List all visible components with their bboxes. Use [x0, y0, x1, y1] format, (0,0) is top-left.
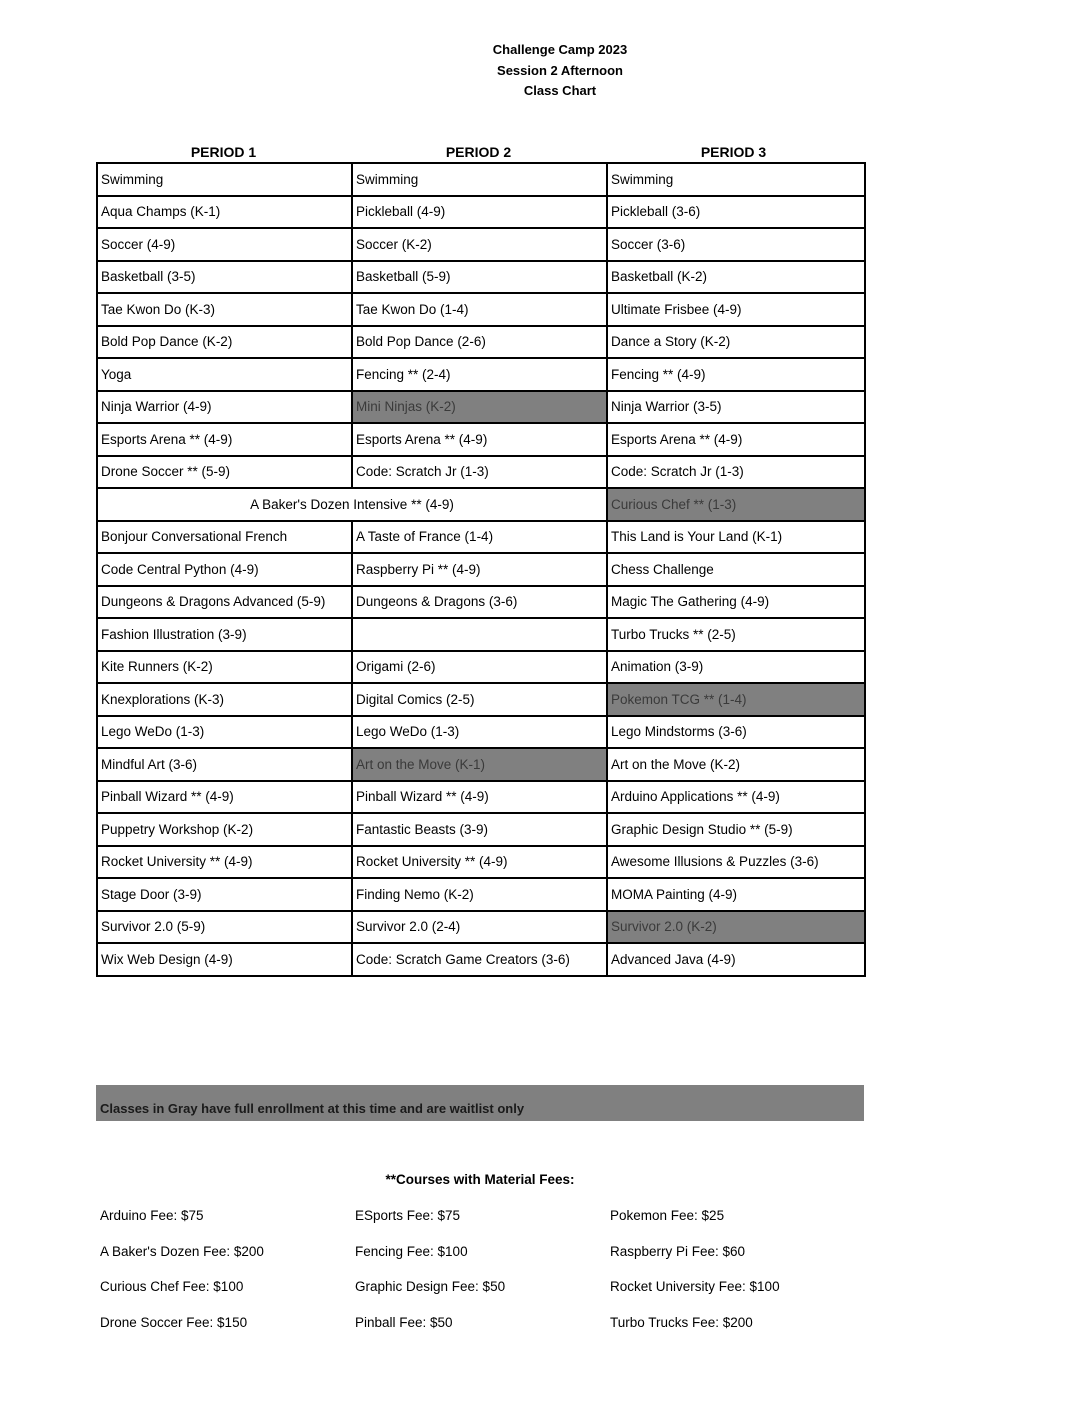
table-row — [97, 228, 865, 261]
class-cell: Dungeons & Dragons Advanced (5-9) — [97, 586, 352, 619]
table-row — [97, 521, 865, 554]
fee-item: Drone Soccer Fee: $150 — [100, 1314, 248, 1330]
class-cell: Origami (2-6) — [352, 651, 607, 684]
class-cell: Kite Runners (K-2) — [97, 651, 352, 684]
class-cell: Code Central Python (4-9) — [97, 553, 352, 586]
class-cell-full: Curious Chef ** (1-3) — [607, 488, 865, 521]
class-cell: Fantastic Beasts (3-9) — [352, 813, 607, 846]
class-cell: Basketball (3-5) — [97, 261, 352, 294]
table-row — [97, 716, 865, 749]
class-cell: Ninja Warrior (4-9) — [97, 391, 352, 424]
table-row — [97, 293, 865, 326]
class-cell: Ninja Warrior (3-5) — [607, 391, 865, 424]
table-row — [97, 813, 865, 846]
class-cell: A Taste of France (1-4) — [352, 521, 607, 554]
class-cell: Digital Comics (2-5) — [352, 683, 607, 716]
class-cell: Bonjour Conversational French — [97, 521, 352, 554]
class-cell: Lego WeDo (1-3) — [97, 716, 352, 749]
class-cell: Esports Arena ** (4-9) — [607, 423, 865, 456]
period-header: PERIOD 2 — [445, 144, 512, 160]
fee-item: Pokemon Fee: $25 — [610, 1208, 725, 1223]
class-chart-table — [96, 162, 866, 977]
class-cell: Magic The Gathering (4-9) — [607, 586, 865, 619]
table-row — [97, 423, 865, 456]
document-subtitle: Session 2 Afternoon — [497, 62, 623, 78]
class-cell: Fencing ** (4-9) — [607, 358, 865, 391]
table-row — [97, 683, 865, 716]
material-fees-list — [100, 1208, 860, 1350]
fee-item: Turbo Trucks Fee: $200 — [610, 1314, 753, 1330]
class-cell: Wix Web Design (4-9) — [97, 943, 352, 976]
class-cell: Pinball Wizard ** (4-9) — [352, 781, 607, 814]
class-cell: Turbo Trucks ** (2-5) — [607, 618, 865, 651]
table-row — [97, 553, 865, 586]
class-cell: Pickleball (4-9) — [352, 196, 607, 229]
class-cell: Survivor 2.0 (5-9) — [97, 911, 352, 944]
class-cell: Rocket University ** (4-9) — [97, 846, 352, 879]
fee-item: ESports Fee: $75 — [355, 1208, 461, 1223]
table-row — [97, 911, 865, 944]
class-cell: Esports Arena ** (4-9) — [352, 423, 607, 456]
class-cell: Survivor 2.0 (2-4) — [352, 911, 607, 944]
table-row — [97, 261, 865, 294]
class-cell: This Land is Your Land (K-1) — [607, 521, 865, 554]
class-cell — [352, 618, 607, 651]
class-cell: Code: Scratch Jr (1-3) — [352, 456, 607, 489]
class-cell: Swimming — [97, 163, 352, 196]
class-cell: Soccer (4-9) — [97, 228, 352, 261]
document-header — [0, 40, 1088, 102]
table-row — [97, 326, 865, 359]
class-cell: Raspberry Pi ** (4-9) — [352, 553, 607, 586]
class-cell: Art on the Move (K-2) — [607, 748, 865, 781]
class-cell: Code: Scratch Jr (1-3) — [607, 456, 865, 489]
table-row — [97, 748, 865, 781]
fee-item: Graphic Design Fee: $50 — [355, 1279, 506, 1294]
class-cell: Basketball (5-9) — [352, 261, 607, 294]
class-cell: Chess Challenge — [607, 553, 865, 586]
period-header: PERIOD 1 — [190, 144, 257, 160]
class-cell: Fashion Illustration (3-9) — [97, 618, 352, 651]
class-cell: Ultimate Frisbee (4-9) — [607, 293, 865, 326]
table-row — [97, 456, 865, 489]
class-cell: Mindful Art (3-6) — [97, 748, 352, 781]
class-cell: Finding Nemo (K-2) — [352, 878, 607, 911]
fee-item: Fencing Fee: $100 — [355, 1243, 468, 1259]
class-cell: Lego Mindstorms (3-6) — [607, 716, 865, 749]
class-cell: Graphic Design Studio ** (5-9) — [607, 813, 865, 846]
class-cell: MOMA Painting (4-9) — [607, 878, 865, 911]
class-cell: Fencing ** (2-4) — [352, 358, 607, 391]
class-cell: Swimming — [607, 163, 865, 196]
class-cell: Pinball Wizard ** (4-9) — [97, 781, 352, 814]
class-cell: Drone Soccer ** (5-9) — [97, 456, 352, 489]
table-row — [97, 781, 865, 814]
period-headers — [96, 144, 864, 162]
class-cell: Basketball (K-2) — [607, 261, 865, 294]
class-cell: Dungeons & Dragons (3-6) — [352, 586, 607, 619]
class-cell: Awesome Illusions & Puzzles (3-6) — [607, 846, 865, 879]
fee-item: Pinball Fee: $50 — [355, 1314, 453, 1330]
table-row — [97, 196, 865, 229]
class-cell: Swimming — [352, 163, 607, 196]
class-cell: Rocket University ** (4-9) — [352, 846, 607, 879]
class-cell: Stage Door (3-9) — [97, 878, 352, 911]
class-cell: Esports Arena ** (4-9) — [97, 423, 352, 456]
class-cell-full: Survivor 2.0 (K-2) — [607, 911, 865, 944]
class-cell-full: Pokemon TCG ** (1-4) — [607, 683, 865, 716]
class-chart-body — [97, 163, 865, 976]
waitlist-note: Classes in Gray have full enrollment at this time and are waitlist only — [96, 1085, 864, 1121]
class-cell: Puppetry Workshop (K-2) — [97, 813, 352, 846]
period-header: PERIOD 3 — [700, 144, 767, 160]
table-row — [97, 163, 865, 196]
document-title: Challenge Camp 2023 — [492, 42, 628, 57]
table-row — [97, 358, 865, 391]
class-cell: Lego WeDo (1-3) — [352, 716, 607, 749]
class-cell: Dance a Story (K-2) — [607, 326, 865, 359]
table-row — [97, 878, 865, 911]
class-cell: Soccer (3-6) — [607, 228, 865, 261]
class-cell: Bold Pop Dance (K-2) — [97, 326, 352, 359]
class-cell: Tae Kwon Do (1-4) — [352, 293, 607, 326]
class-cell-full: Mini Ninjas (K-2) — [352, 391, 607, 424]
class-cell: Soccer (K-2) — [352, 228, 607, 261]
class-cell: A Baker's Dozen Intensive ** (4-9) — [97, 488, 607, 521]
class-cell: Tae Kwon Do (K-3) — [97, 293, 352, 326]
class-cell: Arduino Applications ** (4-9) — [607, 781, 865, 814]
class-cell: Pickleball (3-6) — [607, 196, 865, 229]
class-cell-full: Art on the Move (K-1) — [352, 748, 607, 781]
fee-item: Curious Chef Fee: $100 — [100, 1279, 244, 1294]
table-row — [97, 651, 865, 684]
fee-item: A Baker's Dozen Fee: $200 — [100, 1243, 264, 1259]
table-row — [97, 586, 865, 619]
document-name: Class Chart — [523, 83, 597, 98]
fee-item: Rocket University Fee: $100 — [610, 1279, 780, 1294]
class-cell: Bold Pop Dance (2-6) — [352, 326, 607, 359]
table-row — [97, 391, 865, 424]
class-cell: Yoga — [97, 358, 352, 391]
table-row — [97, 846, 865, 879]
fee-item: Raspberry Pi Fee: $60 — [610, 1243, 746, 1259]
table-row — [97, 488, 865, 521]
class-cell: Code: Scratch Game Creators (3-6) — [352, 943, 607, 976]
table-row — [97, 618, 865, 651]
class-cell: Advanced Java (4-9) — [607, 943, 865, 976]
fee-item: Arduino Fee: $75 — [100, 1208, 204, 1223]
material-fees-title: **Courses with Material Fees: — [385, 1172, 575, 1187]
table-row — [97, 943, 865, 976]
class-cell: Aqua Champs (K-1) — [97, 196, 352, 229]
class-cell: Animation (3-9) — [607, 651, 865, 684]
class-cell: Knexplorations (K-3) — [97, 683, 352, 716]
